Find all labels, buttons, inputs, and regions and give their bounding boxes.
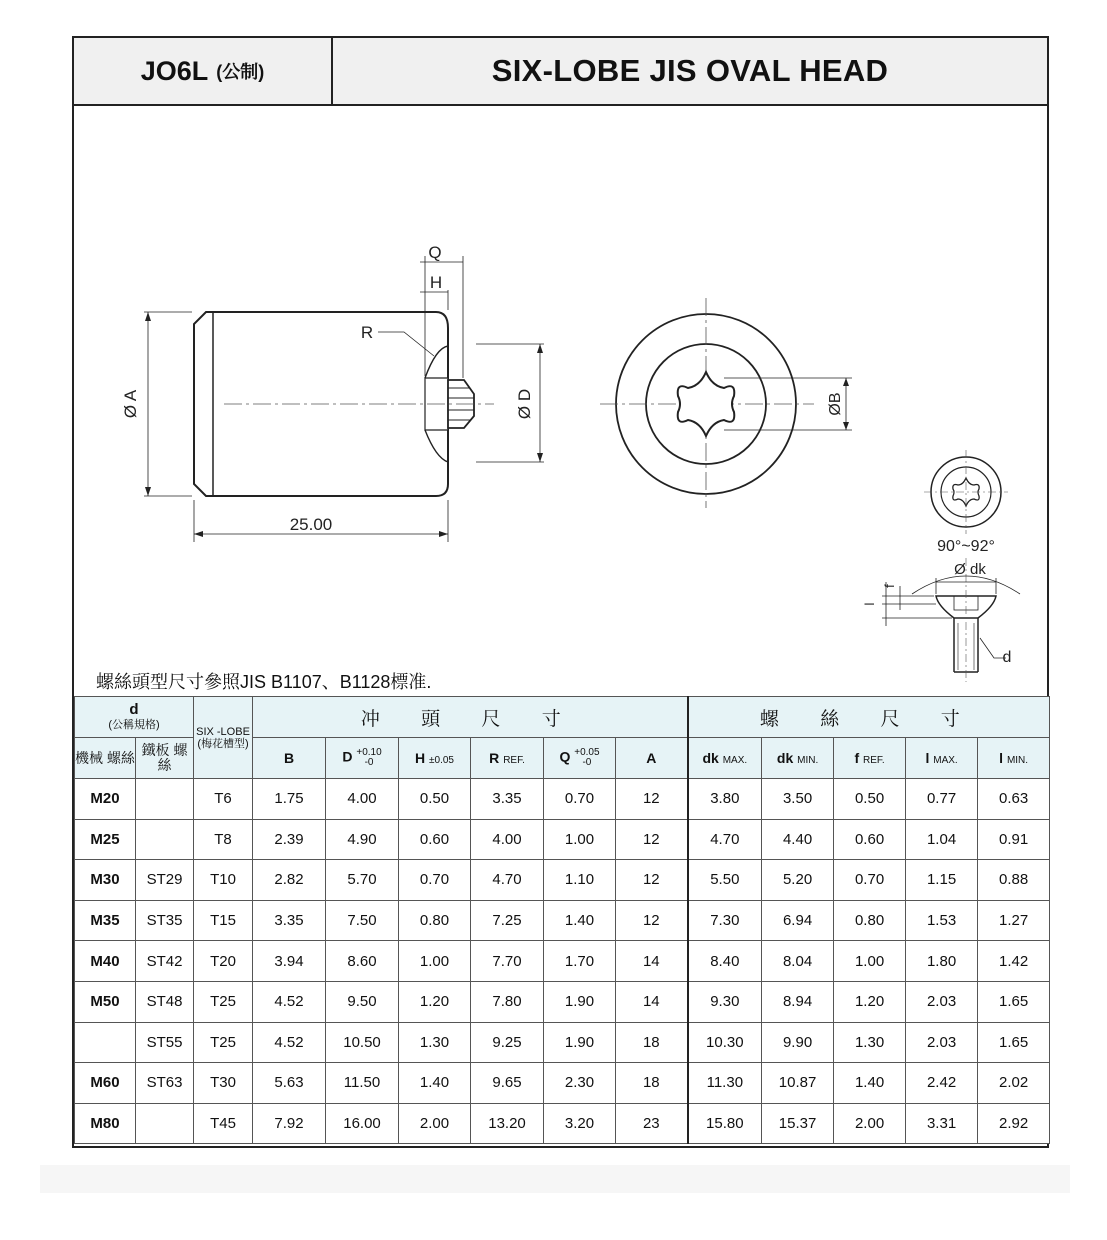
cell-f: 1.30 [834,1022,906,1063]
header-l-max-sub: MAX. [933,755,958,766]
cell-sheet-screw: ST42 [136,941,194,982]
header-sheet-screw: 鐵板 螺絲 [136,738,194,779]
label-d: d [1002,649,1012,666]
cell-six-lobe: T30 [194,1063,253,1104]
header-dk-max-label: dk [702,750,719,766]
cell-sheet-screw [136,779,194,820]
header-f-sub: REF. [863,755,885,766]
cell-d: 9.50 [326,981,399,1022]
cell-d: 8.60 [326,941,399,982]
cell-sheet-screw: ST35 [136,900,194,941]
cell-h: 1.00 [399,941,471,982]
header-a: A [616,738,688,779]
cell-f: 0.50 [834,779,906,820]
header-machine-screw: 機械 螺絲 [75,738,136,779]
cell-l-min: 1.65 [978,1022,1050,1063]
cell-dk-min: 6.94 [762,900,834,941]
header-six-lobe [194,697,253,779]
cell-b: 4.52 [253,1022,326,1063]
cell-d: 7.50 [326,900,399,941]
cell-l-max: 1.80 [906,941,978,982]
table-row [75,941,1050,982]
cell-l-max: 1.04 [906,819,978,860]
cell-h: 0.80 [399,900,471,941]
cell-b: 5.63 [253,1063,326,1104]
header-dk-max-sub: MAX. [722,755,748,766]
screw-side-view [882,558,1020,682]
cell-l-max: 1.15 [906,860,978,901]
table-row [75,819,1050,860]
header-f-label: f [854,750,860,766]
cell-dk-max: 5.50 [688,860,762,901]
cell-f: 1.40 [834,1063,906,1104]
cell-r: 7.25 [471,900,544,941]
cell-d: 10.50 [326,1022,399,1063]
table-row [75,860,1050,901]
cell-six-lobe: T20 [194,941,253,982]
cell-a: 23 [616,1103,688,1144]
header-h [399,738,471,779]
header-r-label: R [489,750,500,766]
cell-machine-screw: M40 [75,941,136,982]
cell-dk-min: 5.20 [762,860,834,901]
cell-six-lobe: T6 [194,779,253,820]
cell-machine-screw: M60 [75,1063,136,1104]
header-six-lobe-sub: (梅花槽型) [197,737,249,750]
cell-l-min: 1.42 [978,941,1050,982]
cell-machine-screw: M80 [75,1103,136,1144]
screw-top-view [924,450,1008,534]
cell-a: 18 [616,1063,688,1104]
datasheet-frame [72,36,1049,1148]
cell-r: 4.00 [471,819,544,860]
standard-note: 螺絲頭型尺寸參照JIS B1107、B1128標准. [96,672,432,692]
cell-dk-max: 9.30 [688,981,762,1022]
header-d [75,697,194,738]
header-q-tol-lower: -0 [582,757,592,768]
header-f [834,738,906,779]
cell-a: 14 [616,941,688,982]
punch-side-view [144,256,544,542]
header-dk-min-label: dk [776,750,794,766]
header-l-min [978,738,1050,779]
cell-q: 3.20 [544,1103,616,1144]
header-d-col [326,738,399,779]
cell-sheet-screw: ST29 [136,860,194,901]
cell-sheet-screw: ST48 [136,981,194,1022]
cell-a: 12 [616,779,688,820]
cell-r: 9.25 [471,1022,544,1063]
cell-l-max: 2.03 [906,981,978,1022]
cell-l-min: 1.27 [978,900,1050,941]
cell-r: 7.80 [471,981,544,1022]
header-l-max-label: l [925,750,930,766]
cell-q: 1.10 [544,860,616,901]
label-diameter-a: Ø A [121,389,140,419]
header-dk-min-sub: MIN. [797,755,819,766]
cell-r: 7.70 [471,941,544,982]
cell-a: 12 [616,860,688,901]
cell-l-min: 2.02 [978,1063,1050,1104]
header-punch-dimensions: 冲 頭 尺 寸 [253,697,688,738]
cell-a: 12 [616,900,688,941]
cell-b: 7.92 [253,1103,326,1144]
cell-dk-min: 3.50 [762,779,834,820]
cell-l-max: 1.53 [906,900,978,941]
cell-six-lobe: T8 [194,819,253,860]
label-h: H [429,273,443,292]
header-r-sub: REF. [503,755,525,766]
cell-d: 11.50 [326,1063,399,1104]
table-row [75,900,1050,941]
cell-six-lobe: T25 [194,981,253,1022]
cell-f: 0.80 [834,900,906,941]
punch-end-view [600,298,852,508]
cell-q: 1.70 [544,941,616,982]
table-row [75,1063,1050,1104]
header-dk-min [762,738,834,779]
product-code-sub: (公制) [216,62,265,82]
cell-l-max: 0.77 [906,779,978,820]
label-length: 25.00 [289,515,333,534]
cell-dk-max: 3.80 [688,779,762,820]
cell-d: 5.70 [326,860,399,901]
cell-q: 1.90 [544,1022,616,1063]
cell-machine-screw: M35 [75,900,136,941]
header-b: B [253,738,326,779]
cell-b: 2.39 [253,819,326,860]
technical-drawing [74,38,1049,698]
header-h-tol: ±0.05 [429,755,454,766]
header-screw-dimensions: 螺 絲 尺 寸 [688,697,1050,738]
label-angle: 90°~92° [937,538,995,555]
cell-dk-min: 8.94 [762,981,834,1022]
table-row [75,1022,1050,1063]
cell-six-lobe: T15 [194,900,253,941]
cell-machine-screw [75,1022,136,1063]
label-q: Q [428,243,442,262]
cell-r: 4.70 [471,860,544,901]
cell-f: 1.00 [834,941,906,982]
label-diameter-d: Ø D [515,388,534,420]
cell-dk-max: 10.30 [688,1022,762,1063]
cell-b: 1.75 [253,779,326,820]
cell-q: 1.00 [544,819,616,860]
table-row [75,779,1050,820]
cell-dk-min: 15.37 [762,1103,834,1144]
header-q-tol-upper: +0.05 [574,747,600,758]
scan-margin [40,1165,1070,1193]
cell-l-min: 0.63 [978,779,1050,820]
cell-dk-min: 4.40 [762,819,834,860]
header-h-label: H [415,750,426,766]
cell-dk-max: 7.30 [688,900,762,941]
cell-l-max: 2.42 [906,1063,978,1104]
label-f: f [882,584,897,588]
label-dk: Ø dk [954,561,986,578]
cell-h: 1.40 [399,1063,471,1104]
cell-f: 0.70 [834,860,906,901]
cell-h: 2.00 [399,1103,471,1144]
dimension-table [74,696,1050,1144]
cell-machine-screw: M25 [75,819,136,860]
header-d-sub: (公稱規格) [108,719,160,731]
header-d-col-label: D [342,748,353,765]
header-l-min-label: l [999,750,1004,766]
cell-h: 0.70 [399,860,471,901]
cell-f: 2.00 [834,1103,906,1144]
cell-l-min: 1.65 [978,981,1050,1022]
cell-r: 9.65 [471,1063,544,1104]
cell-a: 14 [616,981,688,1022]
cell-a: 12 [616,819,688,860]
cell-dk-min: 8.04 [762,941,834,982]
cell-sheet-screw [136,1103,194,1144]
cell-r: 13.20 [471,1103,544,1144]
cell-h: 0.60 [399,819,471,860]
cell-dk-max: 11.30 [688,1063,762,1104]
cell-l-max: 3.31 [906,1103,978,1144]
header-dk-max [688,738,762,779]
cell-h: 1.20 [399,981,471,1022]
cell-q: 1.90 [544,981,616,1022]
label-l: l [862,602,877,606]
cell-a: 18 [616,1022,688,1063]
header-l-min-sub: MIN. [1006,755,1029,766]
cell-sheet-screw: ST55 [136,1022,194,1063]
cell-six-lobe: T25 [194,1022,253,1063]
cell-dk-min: 10.87 [762,1063,834,1104]
cell-f: 0.60 [834,819,906,860]
cell-l-min: 2.92 [978,1103,1050,1144]
table-row [75,1103,1050,1144]
cell-b: 3.94 [253,941,326,982]
product-code: JO6L [140,55,209,86]
label-r: R [360,323,374,342]
cell-machine-screw: M20 [75,779,136,820]
product-title: SIX-LOBE JIS OVAL HEAD [491,53,889,88]
cell-dk-max: 15.80 [688,1103,762,1144]
cell-dk-max: 8.40 [688,941,762,982]
header-d-label: d [129,701,139,718]
cell-b: 4.52 [253,981,326,1022]
header-q-label: Q [559,748,571,765]
cell-h: 1.30 [399,1022,471,1063]
header-r [471,738,544,779]
header-d-tol-upper: +0.10 [356,747,382,758]
cell-f: 1.20 [834,981,906,1022]
cell-dk-max: 4.70 [688,819,762,860]
cell-l-min: 0.88 [978,860,1050,901]
cell-r: 3.35 [471,779,544,820]
cell-q: 0.70 [544,779,616,820]
header-d-tol-lower: -0 [364,757,374,768]
table-row [75,981,1050,1022]
table-body [75,779,1050,1144]
cell-machine-screw: M50 [75,981,136,1022]
header-q [544,738,616,779]
header-six-lobe-label: SIX -LOBE [196,725,250,738]
header-l-max [906,738,978,779]
cell-six-lobe: T10 [194,860,253,901]
cell-b: 2.82 [253,860,326,901]
cell-sheet-screw [136,819,194,860]
cell-l-min: 0.91 [978,819,1050,860]
cell-q: 2.30 [544,1063,616,1104]
cell-l-max: 2.03 [906,1022,978,1063]
cell-dk-min: 9.90 [762,1022,834,1063]
cell-d: 4.90 [326,819,399,860]
cell-b: 3.35 [253,900,326,941]
cell-h: 0.50 [399,779,471,820]
cell-q: 1.40 [544,900,616,941]
cell-d: 4.00 [326,779,399,820]
cell-machine-screw: M30 [75,860,136,901]
cell-six-lobe: T45 [194,1103,253,1144]
cell-d: 16.00 [326,1103,399,1144]
cell-sheet-screw: ST63 [136,1063,194,1104]
label-diameter-b: ØB [827,392,844,416]
